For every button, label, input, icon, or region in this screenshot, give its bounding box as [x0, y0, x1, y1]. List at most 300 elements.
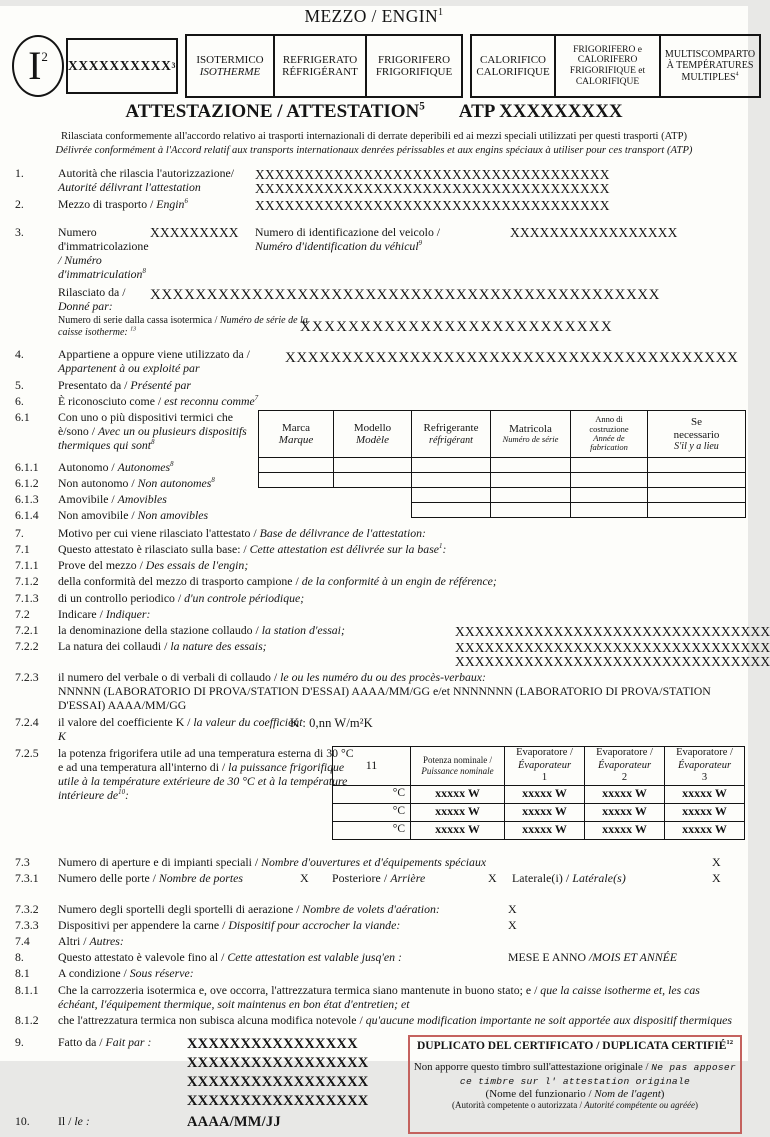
- mark-letter: I: [28, 43, 42, 88]
- atp-attestation-form: [0, 6, 770, 1130]
- body-serial-label: [58, 315, 308, 340]
- item-number: 7.3: [15, 854, 30, 869]
- label-fr-text: la puissance frigorifique utile à la température extérieure de 30 °C et à la température intérieure de: [58, 759, 348, 803]
- category-box-isotermico: [187, 36, 273, 96]
- spacer-cell: [334, 488, 412, 503]
- issued-by-value: XXXXXXXXXXXXXXXXXXXXXXXXXXXXXXXXXXXXXXXXXXXXX: [150, 286, 660, 303]
- label-it: Numero d'immatricolazione: [58, 224, 149, 253]
- intro-paragraph: [0, 130, 748, 158]
- item-label: [58, 855, 748, 869]
- item-number: 2.: [15, 196, 24, 211]
- item-7: [0, 526, 748, 540]
- item-number: 7.3.2: [15, 901, 39, 916]
- header-fr: S'il y a lieu: [674, 440, 719, 452]
- label-fr: Donné par:: [58, 298, 113, 313]
- label-fr: Présenté par: [130, 377, 192, 392]
- label-it: Rilasciato da /: [58, 284, 126, 299]
- category-group-1: [185, 34, 463, 98]
- label-it: della conformità del mezzo di trasporto campione /: [58, 574, 302, 589]
- item-label: [58, 607, 748, 621]
- issuer-value-2: XXXXXXXXXXXXXXXXX: [187, 1054, 369, 1071]
- header-marca: [259, 411, 334, 458]
- table-header-row: [259, 411, 746, 458]
- item-5: [0, 378, 748, 392]
- label-it: Non autonomo /: [58, 476, 138, 490]
- label-fr: d'un controle périodique;: [184, 590, 305, 605]
- label-fr: qu'aucune modification importante ne soit apportée aux dispositif thermiques: [365, 1012, 732, 1027]
- report-numbers-line-2: D'ESSAI) AAAA/MM/GG: [58, 698, 187, 713]
- spacer-cell: [334, 503, 412, 518]
- header-anno-costruzione: [571, 411, 648, 458]
- item-label: [58, 526, 748, 540]
- title-footnote: 1: [438, 7, 444, 19]
- capacity-row-1: [333, 785, 745, 803]
- label-it: Non amovibile /: [58, 508, 138, 522]
- item-8-1-2: [0, 1013, 748, 1027]
- item-8: [0, 950, 748, 964]
- label-it: Presentato da /: [58, 377, 131, 392]
- openings-count-value: X: [712, 854, 721, 869]
- item-number: 6.1.3: [15, 492, 39, 506]
- item-7-3-3: [0, 918, 748, 932]
- header-index: 2: [621, 771, 628, 783]
- item-7-1: [0, 542, 748, 556]
- capacity-row-2: [333, 803, 745, 821]
- item-7-2-5: [0, 746, 748, 849]
- header-evaporatore-2: [585, 746, 665, 785]
- item-number: 6.1: [15, 410, 30, 424]
- label-it: Autonomo /: [58, 460, 118, 474]
- header-matricola: [491, 411, 571, 458]
- header-fr: Évaporateur: [677, 759, 732, 771]
- table-footnote-ref: 11: [333, 746, 411, 785]
- temperature-cell: °C: [333, 803, 411, 821]
- item-number: 6.1.4: [15, 508, 39, 522]
- item-number: 7.1.1: [15, 558, 39, 573]
- empty-cell: [648, 473, 746, 488]
- item-label: [58, 871, 273, 900]
- category-line: FRIGORIFIQUE et: [569, 66, 646, 76]
- header-fr: Année de fabrication: [590, 433, 628, 453]
- item-label: [58, 934, 748, 948]
- empty-cell: [412, 458, 491, 473]
- doors-count-value: X: [300, 870, 309, 885]
- empty-cell: [648, 488, 746, 503]
- label-footnote: 8: [151, 439, 155, 447]
- label-it: il numero del verbale o di verbali di collaudo /: [58, 670, 281, 685]
- stamp-footnote: 12: [726, 1039, 734, 1047]
- capacity-row-3: [333, 821, 745, 839]
- item-number: 7.3.3: [15, 917, 39, 932]
- header-it: Matricola: [509, 423, 552, 436]
- stamp-warning-fr: Ne pas apposer ce timbre sur l' attestation originale: [459, 1062, 737, 1087]
- label-footnote: 8: [142, 268, 146, 276]
- item-8-1: [0, 966, 748, 980]
- item-6: [0, 394, 748, 408]
- attestation-title: [125, 101, 424, 122]
- label-fr: Latérale(s): [572, 870, 626, 885]
- label-it: la denominazione della stazione collaudo /: [58, 622, 262, 637]
- power-value: xxxxx W: [411, 821, 505, 839]
- test-nature-value-1: XXXXXXXXXXXXXXXXXXXXXXXXXXXXXXXX: [455, 640, 770, 656]
- header-it: Potenza nominale /: [423, 755, 492, 766]
- label-it: È riconosciuto come /: [58, 393, 165, 408]
- intro-it: Rilasciata conformemente all'accordo relativo ai trasporti internazionali di derrate deperibili ed ai mezzi speciali utilizzati per questi trasporti (ATP): [60, 131, 688, 142]
- duplicate-stamp-box: [408, 1035, 742, 1134]
- category-footnote: 4: [735, 71, 739, 78]
- header-it: Marca: [281, 421, 311, 434]
- issuing-authority-value-2: XXXXXXXXXXXXXXXXXXXXXXXXXXXXXXXXXXXX: [255, 180, 610, 196]
- section-9-10: [0, 1035, 748, 1137]
- issue-date-value: AAAA/MM/JJ: [187, 1113, 281, 1130]
- empty-cell: [491, 473, 571, 488]
- empty-cell: [412, 473, 491, 488]
- row-amovibile: [259, 488, 746, 503]
- label-footnote: 8: [211, 477, 215, 485]
- table-header-row: [333, 746, 745, 785]
- stamp-authority-close: ): [694, 1100, 698, 1111]
- item-7-2-4: [0, 715, 748, 744]
- rear-doors-label: [332, 871, 425, 885]
- category-box-frigorifero-calorifero: [554, 36, 659, 96]
- label-footnote: 6: [184, 197, 188, 205]
- rear-doors-value: X: [488, 870, 497, 885]
- power-value: xxxxx W: [665, 785, 745, 803]
- item-number: 10.: [15, 1113, 30, 1128]
- label-fr-text: Numéro d'identification du véhicul: [255, 238, 419, 253]
- category-fr: FRIGORIFIQUE: [375, 66, 453, 78]
- empty-cell: [491, 458, 571, 473]
- category-box-refrigerato: [273, 36, 365, 96]
- item-number: 8.1.1: [15, 982, 39, 997]
- power-value: xxxxx W: [411, 803, 505, 821]
- issuer-value-1: XXXXXXXXXXXXXXXX: [187, 1035, 358, 1052]
- label-fr: de la conformité à un engin de référence;: [301, 574, 497, 589]
- item-7-3-1: [0, 871, 748, 900]
- stamp-title-text: DUPLICATO DEL CERTIFICATO / DUPLICATA CERTIFIÉ: [416, 1039, 727, 1052]
- value-fr: /MOIS ET ANNÉE: [588, 950, 677, 965]
- category-line: À TEMPÉRATURES: [666, 60, 754, 72]
- power-value: xxxxx W: [585, 803, 665, 821]
- label-fr: Nombre d'ouvertures et d'équipements spéciaux: [261, 854, 487, 869]
- row-autonomo: [259, 458, 746, 473]
- mark-number-placeholder: XXXXXXXXXX: [68, 58, 172, 73]
- value-it: MESE E ANNO: [508, 950, 589, 965]
- label-fr: Cette attestation est valable jusq'en :: [227, 950, 402, 965]
- label-footnote: 8: [170, 461, 174, 469]
- item-label: [58, 574, 748, 588]
- item-7-4: [0, 934, 748, 948]
- label-footnote: 9: [418, 239, 423, 247]
- row-non-amovibile: [259, 503, 746, 518]
- temperature-cell: °C: [333, 821, 411, 839]
- category-group-2: [470, 34, 761, 98]
- label-fr: [138, 476, 215, 490]
- label-fr-text: Non autonomes: [137, 476, 212, 490]
- label-it: il valore del coefficiente K /: [58, 714, 194, 729]
- stamp-name-it: (Nome del funzionario /: [485, 1088, 595, 1101]
- label-footnote: 7: [254, 394, 259, 402]
- label-it: Numero di serie dalla cassa isotermica /: [58, 314, 220, 326]
- stamp-authority-fr: Autorité compétente ou agréée: [584, 1100, 695, 1111]
- item-7-2-1: [0, 622, 770, 639]
- item-8-1-1: [0, 983, 748, 1011]
- issuer-value-3: XXXXXXXXXXXXXXXXX: [187, 1073, 369, 1090]
- header-fr: réfrigérant: [429, 434, 473, 446]
- label-it: Questo attestato è valevole fino al /: [58, 950, 228, 965]
- category-line: CALORIFERO: [577, 55, 638, 66]
- label-it: Numero delle porte /: [58, 870, 159, 885]
- power-value: xxxxx W: [585, 785, 665, 803]
- category-it: ISOTERMICO: [196, 53, 264, 66]
- item-label: [58, 983, 748, 1011]
- item-label: [58, 591, 748, 605]
- distinguishing-mark-oval: I 2: [12, 35, 64, 97]
- test-station-value: XXXXXXXXXXXXXXXXXXXXXXXXXXXXXXXX: [455, 623, 770, 639]
- stamp-name-close: ): [660, 1088, 665, 1101]
- item-number: 9.: [15, 1034, 24, 1049]
- label-fr: [118, 460, 174, 474]
- validity-date-value: [508, 950, 677, 964]
- header-it: Evaporatore /: [596, 747, 653, 759]
- body-serial-value: XXXXXXXXXXXXXXXXXXXXXXXXXX: [300, 318, 613, 335]
- side-doors-label: [512, 871, 626, 885]
- label-fr: Autres:: [89, 934, 124, 949]
- label-fr: le ou les numéro du ou des procès-verbaux:: [280, 670, 486, 685]
- vehicle-id-value: XXXXXXXXXXXXXXXXX: [510, 224, 678, 240]
- stamp-warning-it: Non apporre questo timbro sull'attestazione originale /: [413, 1061, 652, 1074]
- label-fr: [58, 253, 163, 281]
- vents-count-value: X: [508, 901, 517, 916]
- empty-cell: [571, 503, 648, 518]
- stamp-authority-it: (Autorità competente o autorizzata /: [452, 1100, 585, 1111]
- label-fr: Sous réserve:: [129, 966, 194, 981]
- label-fr-text: Cette attestation est délivrée sur la base: [249, 542, 440, 557]
- section-6-1: [0, 410, 748, 524]
- category-fr: ISOTHERME: [199, 66, 261, 78]
- item-label: [58, 410, 266, 460]
- row-non-autonomo: [259, 473, 746, 488]
- item-label: [58, 715, 318, 744]
- label-fr: [164, 394, 258, 408]
- label-fr: Autorité délivrant l'attestation: [58, 179, 201, 194]
- item-label: [58, 902, 748, 916]
- item-number: 7.2.5: [15, 745, 39, 760]
- label-it: Prove del mezzo /: [58, 558, 146, 573]
- header-fr: Puissance nominale: [421, 765, 494, 776]
- item-label: [58, 394, 748, 408]
- registration-number-label: [58, 225, 163, 282]
- category-it: REFRIGERATO: [282, 53, 358, 66]
- power-value: xxxxx W: [665, 821, 745, 839]
- category-line: FRIGORIFERO e: [573, 44, 642, 55]
- category-fr: RÉFRIGÉRANT: [282, 66, 358, 78]
- label-it: Posteriore /: [332, 870, 391, 885]
- label-fr: Non amovibles: [137, 508, 209, 522]
- item-2: [0, 197, 748, 211]
- category-box-multiscomparto: [659, 36, 759, 96]
- label-fr-text: est reconnu comme: [164, 393, 255, 408]
- transport-equipment-value: XXXXXXXXXXXXXXXXXXXXXXXXXXXXXXXXXXXX: [255, 197, 610, 213]
- label-fr: la station d'essai;: [261, 622, 345, 637]
- item-number: 3.: [15, 224, 24, 239]
- item-7-3: [0, 855, 748, 869]
- header-fr: Évaporateur: [517, 759, 572, 771]
- item-label: [58, 746, 366, 803]
- item-label: [58, 966, 748, 980]
- item-label: [58, 378, 748, 392]
- item-number: 7.: [15, 526, 24, 540]
- item-number: 6.1.2: [15, 476, 39, 490]
- category-box-frigorifero: [365, 36, 461, 96]
- item-1: [0, 166, 748, 195]
- label-fr-text: Avec un ou plusieurs dispositifs thermiques qui sont: [58, 424, 247, 453]
- item-number: 7.4: [15, 934, 30, 949]
- item-label: [58, 542, 748, 556]
- item-number: 8.: [15, 950, 24, 965]
- header-it: Modello: [353, 421, 392, 434]
- item-number: 7.1.3: [15, 590, 39, 605]
- power-value: xxxxx W: [585, 821, 665, 839]
- header-potenza-nominale: [411, 746, 505, 785]
- label-it: Autorità che rilascia l'autorizzazione/: [58, 165, 235, 180]
- label-it: Che la carrozzeria isotermica e, ove occorra, l'attrezzatura termica siano mantenute in buono stato; e /: [58, 982, 541, 997]
- label-fr-text: Autonomes: [117, 460, 171, 474]
- item-number: 8.1: [15, 966, 30, 981]
- title-text: MEZZO / ENGIN: [304, 6, 439, 26]
- empty-cell: [259, 458, 334, 473]
- category-fr: CALORIFIQUE: [476, 66, 550, 78]
- stamp-name-fr: Nom de l'agent: [594, 1088, 661, 1101]
- empty-cell: [491, 503, 571, 518]
- meat-hanging-value: X: [508, 917, 517, 932]
- label-it: di un controllo periodico /: [58, 590, 185, 605]
- item-number: 7.2: [15, 606, 30, 621]
- label-footnote: 13: [130, 326, 137, 333]
- item-number: 4.: [15, 346, 24, 361]
- empty-cell: [334, 458, 412, 473]
- label-fr: Nombre de portes: [158, 870, 244, 885]
- header-index: 1: [541, 771, 548, 783]
- item-number: 8.1.2: [15, 1012, 39, 1027]
- category-it: CALORIFICO: [480, 53, 547, 66]
- label-fr: Arrière: [390, 870, 426, 885]
- report-numbers-line-1: NNNNN (LABORATORIO DI PROVA/STATION D'ESSAI) AAAA/MM/GG e/et NNNNNNN (LABORATORIO DI PROVA/STATION: [58, 684, 711, 699]
- label-it: Il /: [58, 1113, 75, 1128]
- test-nature-value-2: XXXXXXXXXXXXXXXXXXXXXXXXXXXXXXXX: [455, 654, 770, 670]
- equipment-class-strip: [12, 34, 756, 98]
- mark-number-box: XXXXXXXXXX 3: [66, 38, 178, 94]
- item-number: 5.: [15, 377, 24, 392]
- temperature-cell: °C: [333, 785, 411, 803]
- header-fr: Numéro de série: [502, 434, 559, 445]
- issued-by-label: [58, 285, 126, 313]
- empty-cell: [259, 473, 334, 488]
- label-fr: Appartenent à ou exploité par: [58, 360, 200, 375]
- label-fr: Dispositif pour accrocher la viande:: [228, 917, 401, 932]
- header-index: 3: [701, 771, 708, 783]
- label-fr: Indiquer:: [105, 606, 151, 621]
- label-it: Fatto da /: [58, 1034, 106, 1049]
- issuer-value-4: XXXXXXXXXXXXXXXXX: [187, 1092, 369, 1109]
- item-number: 7.2.3: [15, 670, 39, 685]
- label-it: Motivo per cui viene rilasciato l'attestato /: [58, 526, 260, 540]
- label-footnote: 1: [439, 543, 443, 551]
- label-it: la potenza frigorifera utile ad una temperatura esterna di 30 °C e ad una temperatura all'interno di /: [58, 745, 354, 774]
- label-fr: Nombre de volets d'aération:: [302, 901, 440, 916]
- header-refrigerante: [412, 411, 491, 458]
- category-box-calorifico: [472, 36, 554, 96]
- power-value: xxxxx W: [505, 803, 585, 821]
- label-it: Numero di aperture e di impianti speciali /: [58, 854, 262, 869]
- label-it: Questo attestato è rilasciato sulla base: /: [58, 542, 250, 557]
- k-coefficient-value: K : 0,nn W/m²K: [290, 715, 373, 730]
- refrigerating-capacity-table: [332, 746, 745, 840]
- item-number: 6.1.1: [15, 460, 39, 474]
- item-number: 1.: [15, 165, 24, 180]
- label-fr: Des essais de l'engin;: [145, 558, 249, 573]
- header-fr: Modèle: [356, 434, 389, 446]
- item-number: 7.2.4: [15, 714, 39, 729]
- item-label: [58, 918, 748, 932]
- empty-cell: [334, 473, 412, 488]
- label-it: che l'attrezzatura termica non subisca alcuna modifica notevole /: [58, 1012, 366, 1027]
- item-number: 7.1.2: [15, 574, 39, 589]
- issuing-authority-value-1: XXXXXXXXXXXXXXXXXXXXXXXXXXXXXXXXXXXX: [255, 166, 610, 182]
- label-tail: :: [125, 788, 129, 803]
- empty-cell: [648, 503, 746, 518]
- item-number: 7.3.1: [15, 870, 39, 885]
- power-value: xxxxx W: [505, 785, 585, 803]
- attestation-footnote: 5: [419, 100, 425, 113]
- empty-cell: [571, 488, 648, 503]
- header-fr: Marque: [278, 434, 314, 446]
- side-doors-value: X: [712, 870, 721, 885]
- header-fr: Évaporateur: [597, 759, 652, 771]
- power-value: xxxxx W: [665, 803, 745, 821]
- power-value: xxxxx W: [505, 821, 585, 839]
- item-label: [58, 558, 748, 572]
- item-7-3-2: [0, 902, 748, 916]
- empty-cell: [412, 488, 491, 503]
- attestation-heading: [0, 101, 748, 123]
- label-it: Con uno o più dispositivi termici che è/sono /: [58, 410, 233, 439]
- spacer-cell: [259, 488, 334, 503]
- registration-number-value: XXXXXXXXX: [150, 224, 239, 240]
- header-evaporatore-1: [505, 746, 585, 785]
- label-it: Laterale(i) /: [512, 870, 573, 885]
- label-fr-text: / Numéro d'immatriculation: [58, 253, 143, 282]
- category-it: FRIGORIFERO: [377, 53, 451, 66]
- label-it: Indicare /: [58, 606, 106, 621]
- stamp-title: [410, 1040, 740, 1053]
- header-it: Anno di costruzione: [589, 414, 629, 434]
- label-it: Altri /: [58, 934, 90, 949]
- header-it: Evaporatore /: [516, 747, 573, 759]
- vehicle-id-label: [255, 225, 517, 253]
- label-it: Numero di identificazione del veicolo /: [255, 224, 441, 239]
- label-tail: :: [442, 542, 447, 557]
- category-line: CALORIFIQUE: [575, 76, 640, 87]
- stamp-warning: [410, 1061, 740, 1088]
- category-line: MULTISCOMPARTO: [664, 49, 756, 61]
- label-it: Mezzo di trasporto /: [58, 196, 157, 211]
- empty-cell: [571, 458, 648, 473]
- empty-cell: [571, 473, 648, 488]
- intro-fr: Délivrée conformément à l'Accord relatif aux transports internationaux denrées périssables et aux engins spéciaux à utiliser pour ces transport (ATP): [55, 144, 693, 156]
- item-7-1-2: [0, 574, 748, 588]
- power-value: xxxxx W: [411, 785, 505, 803]
